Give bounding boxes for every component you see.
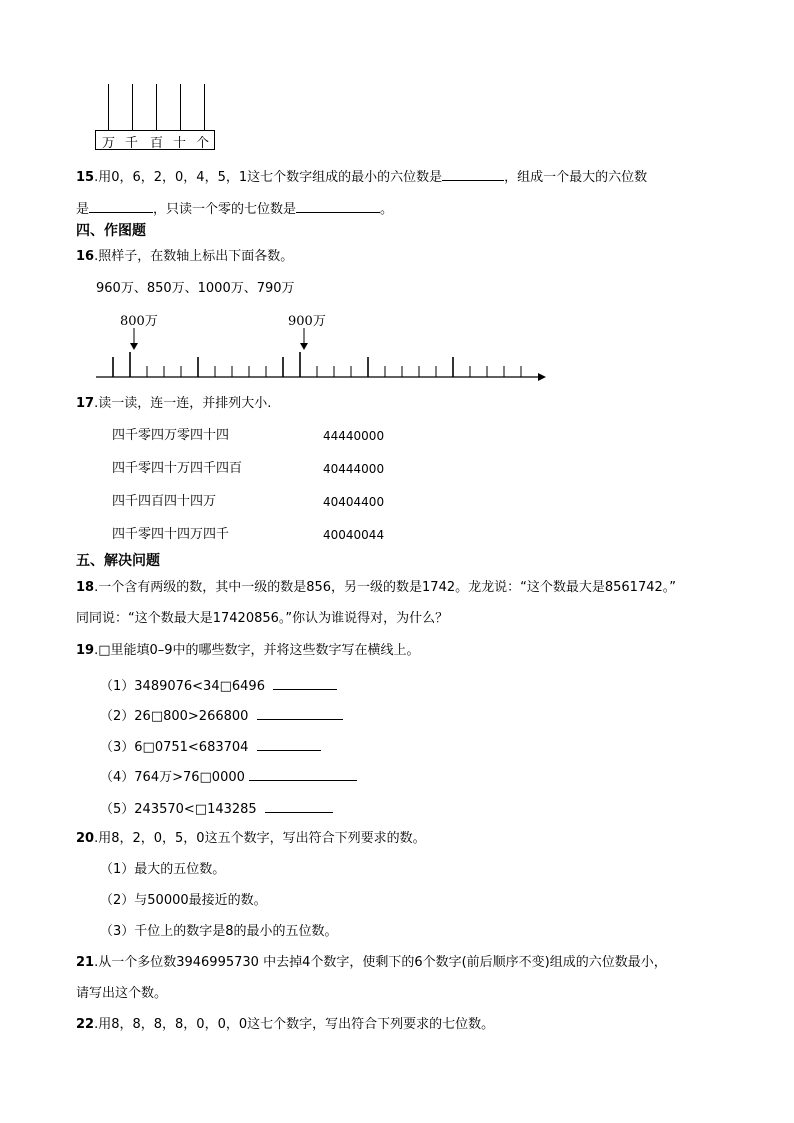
question-text: 是 <box>76 202 90 217</box>
section-heading: 四、作图题 <box>76 223 146 239</box>
axis-ticks <box>113 352 521 377</box>
place-label: 个 <box>196 136 210 151</box>
subquestion <box>100 675 337 696</box>
question-text: 。 <box>380 202 394 217</box>
question-19 <box>76 642 420 660</box>
question-text: ，组成一个最大的六位数 <box>504 170 648 185</box>
answer-blank[interactable] <box>273 675 337 690</box>
arrowhead-800 <box>130 343 138 350</box>
reading-item: 四千零四十四万四千 <box>112 527 230 542</box>
question-text: .用8，2，0，5，0这五个数字，写出符合下列要求的数。 <box>94 831 426 846</box>
number-item: 40040044 <box>323 528 385 542</box>
question-21 <box>76 954 667 972</box>
reading-item: 四千零四十万四千四百 <box>112 461 243 476</box>
answer-blank[interactable] <box>257 705 343 720</box>
question-number: 15 <box>76 170 95 185</box>
question-number: 21 <box>76 955 95 970</box>
answer-blank[interactable] <box>249 766 357 781</box>
place-label: 十 <box>173 136 187 151</box>
question-18-line2: 同同说：“这个数最大是17420856。”你认为谁说得对，为什么？ <box>76 611 449 626</box>
subquestion-text: （3）千位上的数字是8的最小的五位数。 <box>100 924 338 939</box>
number-line <box>0 0 794 400</box>
subquestion <box>100 736 321 757</box>
section-heading: 五、解决问题 <box>76 553 160 569</box>
question-text: ，只读一个零的七位数是 <box>153 202 297 217</box>
answer-blank[interactable] <box>257 736 321 751</box>
question-number: 17 <box>76 396 95 411</box>
question-text: .读一读，连一连，并排列大小. <box>94 396 272 411</box>
subquestion-text: （4）764万>76□0000 <box>100 770 245 785</box>
subquestion <box>100 798 333 819</box>
subquestion-text: （1）最大的五位数。 <box>100 862 226 877</box>
question-21-line2: 请写出这个数。 <box>76 986 168 1001</box>
axis-arrowhead <box>538 373 546 381</box>
marker-label-800: 800万 <box>120 314 158 329</box>
question-22 <box>76 1016 494 1034</box>
subquestion <box>100 705 343 726</box>
subquestion-text: （2）与50000最接近的数。 <box>100 893 267 908</box>
question-18 <box>76 579 676 597</box>
values-to-mark: 960万、850万、1000万、790万 <box>96 281 295 296</box>
question-text: .□里能填0–9中的哪些数字，并将这些数字写在横线上。 <box>94 643 420 658</box>
question-text: .照样子，在数轴上标出下面各数。 <box>94 249 294 264</box>
question-text: .用8，8，8，8，0，0，0这七个数字，写出符合下列要求的七位数。 <box>94 1017 495 1032</box>
number-item: 44440000 <box>323 429 385 443</box>
place-label: 千 <box>125 136 139 151</box>
place-label: 万 <box>102 136 116 151</box>
subquestion-text: （5）243570<□143285 <box>100 802 257 817</box>
question-number: 18 <box>76 580 95 595</box>
answer-blank[interactable] <box>265 798 333 813</box>
number-item: 40404400 <box>323 495 385 509</box>
question-number: 19 <box>76 643 95 658</box>
reading-item: 四千零四万零四十四 <box>112 428 230 443</box>
subquestion-text: （3）6□0751<683704 <box>100 740 249 755</box>
question-text: .用0，6，2，0，4，5，1这七个数字组成的最小的六位数是 <box>94 170 443 185</box>
question-number: 20 <box>76 831 95 846</box>
question-17 <box>76 395 271 413</box>
marker-label-900: 900万 <box>288 314 326 329</box>
reading-item: 四千四百四十四万 <box>112 494 217 509</box>
question-number: 16 <box>76 249 95 264</box>
question-text: .从一个多位数3946995730 中去掉4个数字，使剩下的6个数字(前后顺序不变)组成的六位数最小， <box>94 955 667 970</box>
question-text: .一个含有两级的数，其中一级的数是856，另一级的数是1742。龙龙说：“这个数最大是8561742。” <box>94 580 676 595</box>
place-label: 百 <box>150 136 164 151</box>
question-number: 22 <box>76 1017 95 1032</box>
arrowhead-900 <box>300 343 308 350</box>
number-item: 40444000 <box>323 462 385 476</box>
subquestion-text: （2）26□800>266800 <box>100 709 249 724</box>
subquestion <box>100 766 357 787</box>
question-20 <box>76 830 426 848</box>
subquestion-text: （1）3489076<34□6496 <box>100 679 265 694</box>
